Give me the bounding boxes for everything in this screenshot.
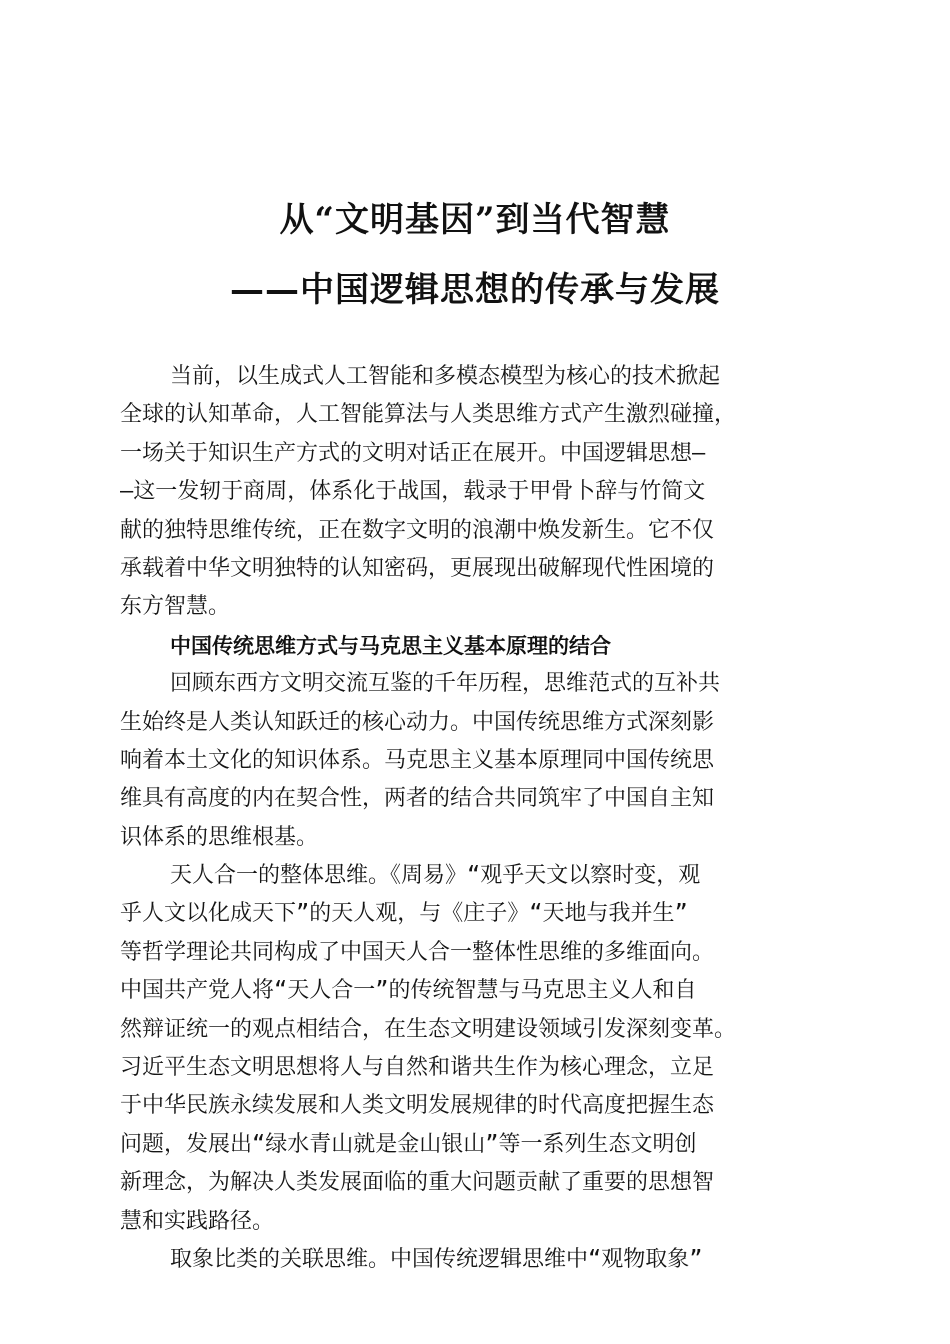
- paragraph-line: 响着本土文化的知识体系。马克思主义基本原理同中国传统思: [120, 747, 715, 773]
- paragraph-line: 于中华民族永续发展和人类文明发展规律的时代高度把握生态: [120, 1093, 715, 1119]
- paragraph-line: 中国共产党人将“天人合一”的传统智慧与马克思主义人和自: [120, 978, 697, 1004]
- document-title: 从“文明基因”到当代智慧: [279, 200, 671, 240]
- paragraph-line: 等哲学理论共同构成了中国天人合一整体性思维的多维面向。: [120, 939, 715, 965]
- paragraph-line: 取象比类的关联思维。中国传统逻辑思维中“观物取象”: [170, 1246, 703, 1272]
- paragraph-line: 全球的认知革命，人工智能算法与人类思维方式产生激烈碰撞，: [120, 402, 737, 428]
- paragraph-line: 东方智慧。: [120, 594, 231, 620]
- paragraph-line: 天人合一的整体思维。《周易》“观乎天文以察时变，观: [170, 863, 701, 889]
- paragraph-line: 一场关于知识生产方式的文明对话正在展开。中国逻辑思想—: [120, 440, 706, 466]
- document-subtitle: ——中国逻辑思想的传承与发展: [230, 270, 720, 310]
- paragraph-line: 习近平生态文明思想将人与自然和谐共生作为核心理念，立足: [120, 1055, 715, 1081]
- paragraph-line: 当前，以生成式人工智能和多模态模型为核心的技术掀起: [170, 364, 721, 389]
- paragraph-line: 乎人文以化成天下”的天人观，与《庄子》“天地与我并生”: [120, 901, 688, 927]
- paragraph-line: 生始终是人类认知跃迁的核心动力。中国传统思维方式深刻影: [120, 709, 715, 735]
- paragraph-line: 问题，发展出“绿水青山就是金山银山”等一系列生态文明创: [120, 1131, 697, 1157]
- paragraph-line: —这一发轫于商周，体系化于战国，载录于甲骨卜辞与竹简文: [120, 479, 706, 505]
- paragraph-line: 慧和实践路径。: [120, 1208, 275, 1234]
- paragraph-line: 新理念，为解决人类发展面临的重大问题贡献了重要的思想智: [120, 1170, 715, 1196]
- paragraph-line: 维具有高度的内在契合性，两者的结合共同筑牢了中国自主知: [120, 786, 715, 812]
- paragraph-line: 承载着中华文明独特的认知密码，更展现出破解现代性困境的: [120, 555, 715, 581]
- section-heading: 中国传统思维方式与马克思主义基本原理的结合: [170, 633, 611, 658]
- paragraph-line: 然辩证统一的观点相结合，在生态文明建设领域引发深刻变革。: [120, 1016, 737, 1042]
- paragraph-line: 识体系的思维根基。: [120, 824, 319, 850]
- paragraph-line: 献的独特思维传统，正在数字文明的浪潮中焕发新生。它不仅: [120, 517, 715, 543]
- article-body: [120, 358, 830, 1279]
- paragraph-line: 回顾东西方文明交流互鉴的千年历程，思维范式的互补共: [170, 671, 721, 697]
